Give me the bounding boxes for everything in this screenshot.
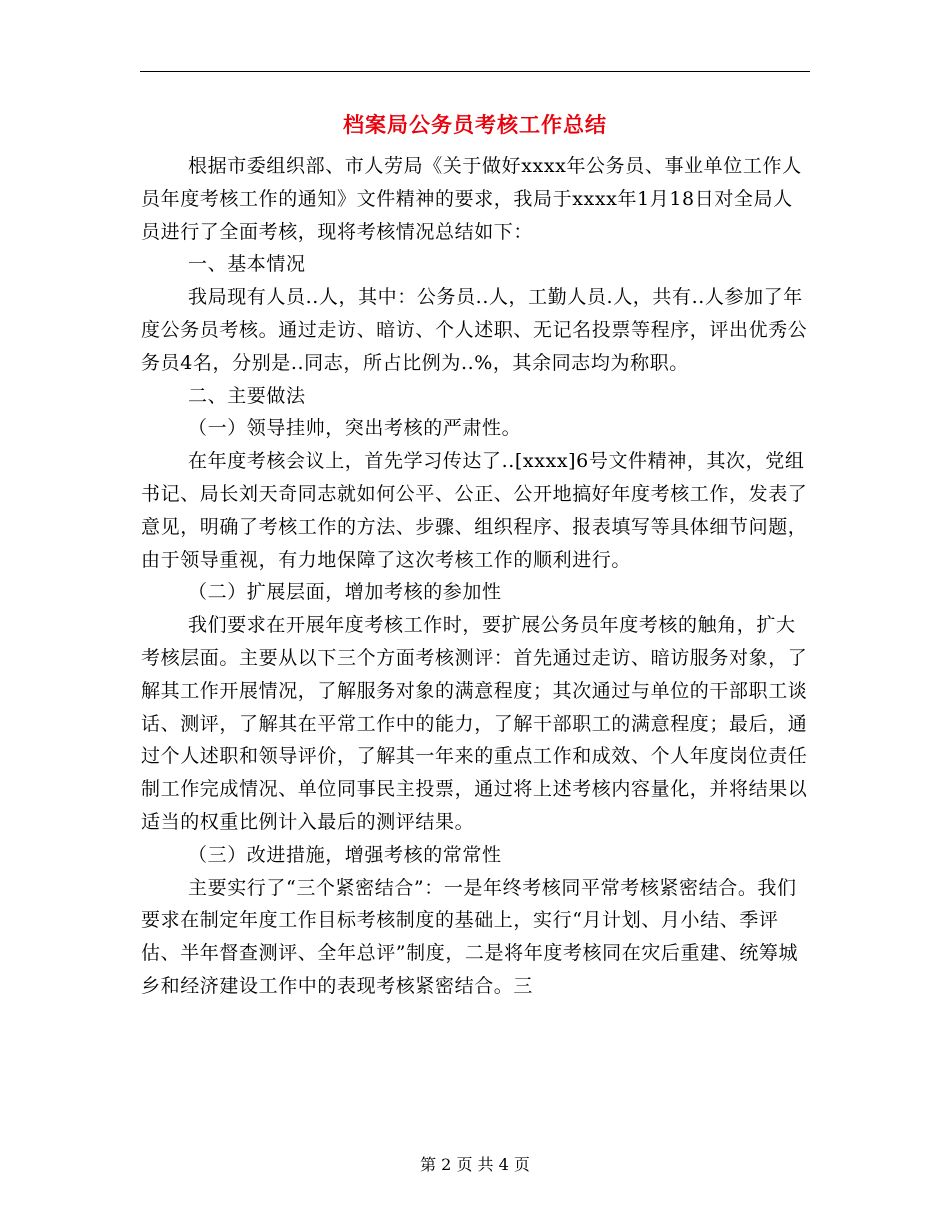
section-heading-basic: 一、基本情况 <box>188 253 306 276</box>
subheading-expand-scope: （二）扩展层面，增加考核的参加性 <box>188 581 502 604</box>
section-heading-methods: 二、主要做法 <box>188 384 306 407</box>
document-body <box>141 150 811 1003</box>
subheading-improve-measures: （三）改进措施，增强考核的常常性 <box>188 843 502 866</box>
paragraph-improve-measures: 主要实行了“三个紧密结合”：一是年终考核同平常考核紧密结合。我们要求在制定年度工作目标考核制度的基础上，实行“月计划、月小结、季评估、半年督查测评、全年总评”制度，二是将年度考核同在灾后重建、统筹城乡和经济建设工作中的表现考核紧密结合。三 <box>141 876 799 997</box>
subheading-leadership: （一）领导挂帅，突出考核的严肃性。 <box>188 417 522 440</box>
paragraph-intro: 根据市委组织部、市人劳局《关于做好xxxx年公务员、事业单位工作人员年度考核工作的通知》文件精神的要求，我局于xxxx年1月18日对全局人员进行了全面考核，现将考核情况总结如下： <box>141 155 802 243</box>
header-rule <box>140 71 810 72</box>
page-number-footer: 第 2 页 共 4 页 <box>420 1155 530 1174</box>
document-title: 档案局公务员考核工作总结 <box>343 112 607 137</box>
paragraph-leadership: 在年度考核会议上，首先学习传达了..[xxxx]6号文件精神，其次，党组书记、局长刘天奇同志就如何公平、公正、公开地搞好年度考核工作，发表了意见，明确了考核工作的方法、步骤、组织程序、报表填写等具体细节问题，由于领导重视，有力地保障了这次考核工作的顺利进行。 <box>141 450 808 571</box>
paragraph-expand-scope: 我们要求在开展年度考核工作时，要扩展公务员年度考核的触角，扩大考核层面。主要从以下三个方面考核测评：首先通过走访、暗访服务对象，了解其工作开展情况，了解服务对象的满意程度；其次通过与单位的干部职工谈话、测评，了解其在平常工作中的能力，了解干部职工的满意程度；最后，通过个人述职和领导评价，了解其一年来的重点工作和成效、个人年度岗位责任制工作完成情况、单位同事民主投票，通过将上述考核内容量化，并将结果以适当的权重比例计入最后的测评结果。 <box>141 614 808 833</box>
paragraph-basic-situation: 我局现有人员..人，其中：公务员..人，工勤人员.人，共有..人参加了年度公务员考核。通过走访、暗访、个人述职、无记名投票等程序，评出优秀公务员4名，分别是..同志，所占比例为..%，其余同志均为称职。 <box>141 286 808 374</box>
